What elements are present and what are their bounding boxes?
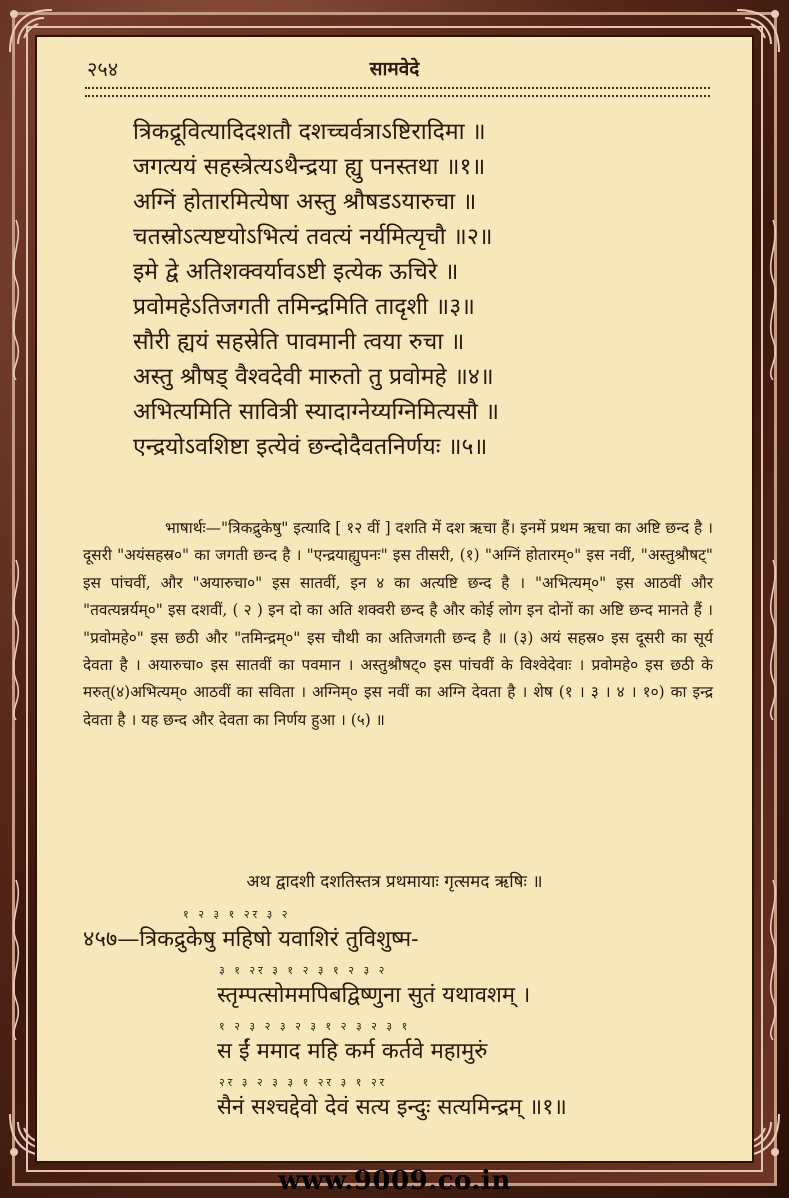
accent-marks: १ २ ३ २ ३ २ ३ १ २ ३ २ ३ १ (219, 1020, 411, 1033)
mantra-text: स ईं ममाद महि कर्म कर्तवे महामुरुं (217, 1039, 488, 1064)
verse-line: प्रवोमहेऽतिजगती तमिन्द्रमिति तादृशी ॥३॥ (133, 294, 475, 320)
verse-line: अग्निं होतारमित्येषा अस्तु श्रौषडऽयारुचा ॥ (133, 189, 477, 215)
commentary-text: भाषार्थः—"त्रिकद्रुकेषु" इत्यादि [ १२ वीं ] दशति में दश ऋचा हैं। इनमें प्रथम ऋचा का अष्टि छन्द है । दूसरी "अयंसहस्र०" का जगती छन्द है । "एन्द्रयाह्युपनः" इस तीसरी, (१) "अग्निं होतारम्०" इस नवीं, "अस्तुश्रौषट्" इस पांचवीं, और "अयारुचा०" इस सातवीं, इन ४ का अत्यष्टि छन्द है । "अभित्यम्०" इस आठवीं और "तवत्यन्नर्यम्०" इस दशवीं, ( २ ) इन दो का अति शक्वरी छन्द है और कोई लोग इन दोनों का अष्टि छन्द मानते हैं । "प्रवोमहे०" इस छठी और "तमिन्द्रम्०" इस चौथी का अतिजगती छन्द है ॥ (३) अयं सहस्र० इस दूसरी का सूर्य देवता है । अयारुचा० इस सातवीं का पवमान । अस्तुश्रौषट्० इस पांचवीं के विश्वेदेवाः । प्रवोमहे० इस छठी के मरुत्(४)अभित्यम्० आठवीं का सविता । अग्निम्० इस नवीं का अग्नि देवता है । शेष (१ । ३ । ४ । १०) का इन्द्र देवता है । यह छन्द और देवता का निर्णय हुआ । (५) ॥ (83, 519, 713, 729)
section-heading: अथ द्वादशी दशतिस्तत्र प्रथमायाः गृत्समद ऋषिः ॥ (246, 872, 543, 892)
book-page (35, 35, 754, 1163)
mantra-text: ४५७—त्रिकद्रुकेषु महिषो यवाशिरं तुविशुष्म- (83, 927, 419, 952)
mantra-text: स्तृम्पत्सोममपिबद्विष्णुना सुतं यथावशम् । (217, 983, 531, 1008)
commentary-paragraph (83, 515, 713, 734)
side-swirl-icon (6, 220, 26, 380)
mantra-line (83, 963, 723, 1019)
mantra-text: सैनं सश्चद्देवो देवं सत्य इन्दुः सत्यमिन्द्रम् ॥१॥ (217, 1095, 567, 1120)
verse-line: चतस्रोऽत्यष्टयोऽभित्यं तवत्यं नर्यमित्यृचौ ॥२॥ (133, 224, 493, 250)
running-title: सामवेदे (369, 58, 420, 80)
verse-block (133, 115, 723, 465)
verse-line: अस्तु श्रौषड् वैश्वदेवी मारुतो तु प्रवोमहे ॥४॥ (133, 364, 494, 390)
verse-line: एन्द्रयोऽवशिष्टा इत्येवं छन्दोदैवतनिर्णयः ॥५॥ (133, 434, 488, 460)
verse-line: अभित्यमिति सावित्री स्यादाग्नेय्यग्निमित्यसौ ॥ (133, 399, 500, 425)
mantra-line (83, 1075, 723, 1131)
verse-line: इमे द्वे अतिशक्वर्यावऽष्टी इत्येक ऊचिरे ॥ (133, 259, 459, 285)
mantra-line (83, 1019, 723, 1075)
side-swirl-icon (6, 560, 26, 720)
page-header (37, 55, 752, 85)
side-swirl-icon (763, 880, 783, 1040)
side-swirl-icon (763, 560, 783, 720)
mantra-line (83, 907, 723, 963)
accent-marks: १ २ ३ १ २र ३ २ (183, 908, 291, 921)
page-number: २५४ (87, 57, 119, 81)
side-swirl-icon (6, 880, 26, 1040)
header-divider (85, 87, 710, 97)
accent-marks: ३ १ २र ३ १ २ ३ १ २ ३ २ (219, 964, 388, 977)
accent-marks: २र ३ २ ३ ३ १ २र ३ १ २र (219, 1076, 388, 1089)
verse-line: जगत्ययं सहस्त्रेत्यऽथैन्द्रया ह्यु पनस्तथा ॥१॥ (133, 154, 486, 180)
mantra-block (83, 907, 723, 1131)
side-swirl-icon (763, 220, 783, 380)
website-footer: www.9009.co.in (278, 1166, 511, 1196)
verse-line: त्रिकद्रूवित्यादिदशतौ दशच्चर्वत्राऽष्टिरादिमा ॥ (133, 119, 486, 145)
verse-line: सौरी ह्ययं सहस्रेति पावमानी त्वया रुचा ॥ (133, 329, 465, 355)
